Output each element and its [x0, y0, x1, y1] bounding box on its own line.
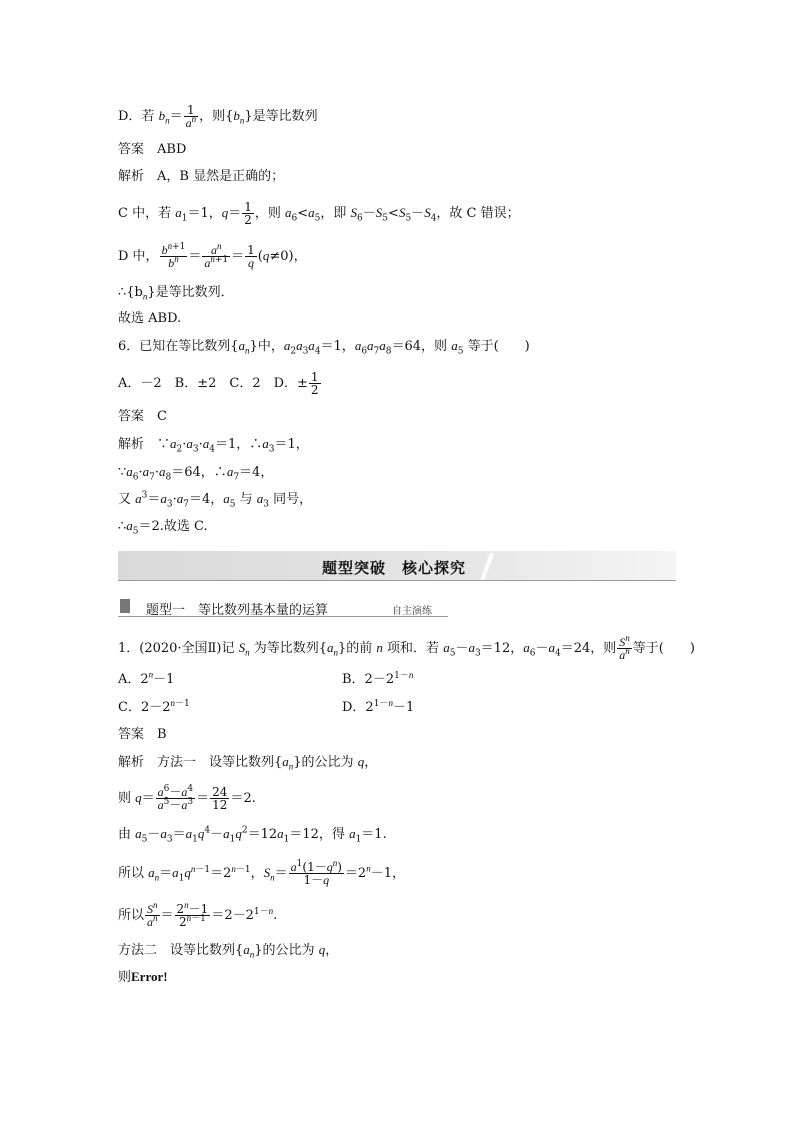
p1-option-b: B．$2-2^{1-n}$	[342, 669, 414, 687]
q5-analysis-line: C 中，若 $a_1=1$，q＝ $\frac{1}{2}$ ，则 $a_6<a_5$，即 $S_6-S_5<S_5-S_4$，故 C 错误；	[118, 200, 520, 227]
q6-stem: 6．已知在等比数列$\{a_n\}$中，$a_2a_3a_4=1$，$a_6a_7a_8=64$，则 $a_5$ 等于( )	[118, 338, 530, 357]
q5-analysis-line: D 中， $\frac{b^{n+1}}{b^n}$ ＝ $\frac{a^n}{a^{n+1}}$ ＝ $\frac{1}{q}$ (q≠0)，	[118, 241, 307, 270]
q6-analysis-line: 又 $a^3=a_3\cdot a_7=4$，$a_5$ 与 $a_3$ 同号，	[118, 490, 313, 510]
q6-answer: 答案 C	[118, 409, 167, 424]
q6-analysis-line: $\because a_6\cdot a_7\cdot a_8=64$，$\therefore a_7=4$，	[118, 464, 274, 483]
banner-title: 题型突破 核心探究	[322, 559, 467, 577]
p1-option-a: A．$2^n-1$	[118, 669, 175, 687]
p1-analysis-line: 所以 $a_n=a_1q^{n-1}=2^{n-1}$，$S_n=$ $\frac{a^1(1-q^n)}{1-q}$ $=2^n-1$，	[118, 858, 405, 887]
q5-conclusion: 故选 ABD.	[118, 311, 182, 326]
p1-analysis-line: 所以 $\frac{S^n}{a^n}$ ＝ $\frac{2^n-1}{2^{n-1}}$ $=2-2^{1-n}$.	[118, 900, 278, 929]
fraction: $\frac{1}{a^n}$	[185, 103, 197, 130]
p1-answer: 答案 B	[118, 727, 167, 742]
section-title: 题型一 等比数列基本量的运算	[146, 603, 329, 618]
p1-stem: 1．(2020·全国Ⅱ)记 $S_n$ 为等比数列$\{a_n\}$的前 n 项和．若 $a_5-a_3=12$，$a_6-a_4=24$，则 $\frac{S^n}{a^n}$ 等于( )	[118, 633, 695, 662]
section-tag: 自主演练	[392, 606, 432, 617]
p1-option-c: C．$2-2^{n-1}$	[118, 697, 190, 715]
bookmark-icon	[120, 599, 130, 613]
p1-method-two: 方法二 设等比数列$\{a_n\}$的公比为 q，	[118, 942, 339, 960]
q5-answer: 答案 ABD	[118, 142, 187, 157]
q6-options: A．－2 B．±2 C．2 D．± $\frac{1}{2}$	[118, 370, 319, 397]
p1-analysis-line: 则 q＝ $\frac{a^6-a^4}{a^5-a^3}$ ＝ $\frac{24}{12}$ ＝2.	[118, 784, 256, 812]
p1-analysis-line: 解析 方法一 设等比数列$\{a_n\}$的公比为 q，	[118, 754, 378, 772]
q6-analysis-line: $\therefore a_5=2$.故选 C.	[118, 518, 208, 537]
q5-analysis-line: $\therefore\{b_n\}$是等比数列．	[118, 285, 234, 302]
p1-option-d: D．$2^{1-n}-1$	[342, 697, 415, 715]
p1-error-line: 则Error!	[118, 969, 168, 985]
p1-analysis-line: 由 $a_5-a_3=a_1q^4-a_1q^2=12a_1=12$，得 $a_1=1$.	[118, 825, 387, 845]
q5-analysis-line: 解析 A，B 显然是正确的；	[118, 169, 285, 184]
q6-analysis-line: 解析 $\because a_2\cdot a_3\cdot a_4=1$，$\therefore a_3=1$，	[118, 436, 309, 455]
q5-option-d: D．若 $b_n=$ $\frac{1}{a^n}$ ，则$\{b_n\}$是等比数列	[118, 103, 318, 130]
